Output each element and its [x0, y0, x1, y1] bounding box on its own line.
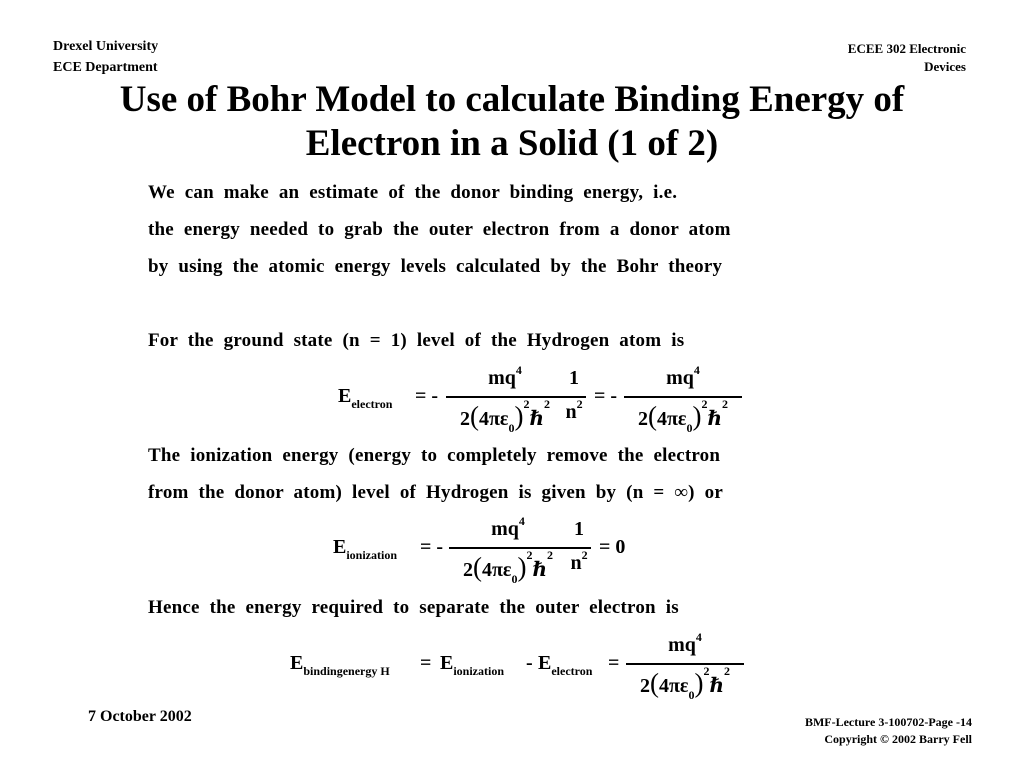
- ionization-line1: The ionization energy (energy to completely remove the electron: [148, 445, 721, 466]
- eq3-equals2: =: [608, 652, 620, 674]
- intro-line3: by using the atomic energy levels calculated by the Bohr theory: [148, 256, 723, 277]
- eq3-lhs: $E_{bindingenergy H}$: [290, 652, 390, 678]
- eq3-minus: -: [526, 652, 533, 674]
- eq2-equals: = -: [420, 536, 444, 558]
- binding-energy-equation: [290, 632, 750, 702]
- eq3-term1: $E_{ionization}$: [440, 652, 505, 678]
- eq3-term2: $E_{electron}$: [538, 652, 593, 678]
- ionization-line2: from the donor atom) level of Hydrogen is given by (n = ∞) or: [148, 482, 723, 503]
- course-name-line2: Devices: [924, 59, 966, 74]
- footer-page-id: BMF-Lecture 3-100702-Page -14: [804, 715, 972, 729]
- binding-energy-text: Hence the energy required to separate the outer electron is: [148, 597, 679, 618]
- eq1-lhs: $E_{electron}$: [338, 385, 393, 411]
- footer-date: 7 October 2002: [88, 708, 192, 725]
- department-name: ECE Department: [53, 60, 158, 75]
- intro-paragraph: [148, 174, 731, 285]
- slide-title-line1: Use of Bohr Model to calculate Binding Energy of: [119, 79, 905, 120]
- footer-copyright: Copyright © 2002 Barry Fell: [824, 732, 972, 746]
- eq3-equals: =: [420, 652, 432, 674]
- ionization-energy-equation: [333, 516, 653, 586]
- course-name-line1: ECEE 302 Electronic: [847, 41, 966, 56]
- eq2-fraction2: 1 $n^2$: [567, 516, 591, 586]
- course-header: [848, 40, 966, 76]
- ground-state-text: For the ground state (n = 1) level of the Hydrogen atom is: [148, 330, 685, 351]
- university-name: Drexel University: [53, 39, 159, 54]
- footer-info: [805, 714, 972, 748]
- eq2-lhs: $E_{ionization}$: [333, 536, 398, 562]
- slide-title-line2: Electron in a Solid (1 of 2): [305, 123, 719, 164]
- eq3-fraction: $mq^4$ $2(4\pi\varepsilon_0)^2\hbar^2$: [626, 632, 744, 702]
- eq1-fraction1: $mq^4$ $2(4\pi\varepsilon_0)^2\hbar^2$: [446, 365, 564, 435]
- electron-energy-equation: [338, 365, 758, 435]
- intro-line2: the energy needed to grab the outer electron from a donor atom: [148, 219, 731, 240]
- institution-header: [53, 36, 158, 78]
- eq1-equals: = -: [415, 385, 439, 407]
- eq1-equals2: = -: [594, 385, 618, 407]
- eq1-fraction3: $mq^4$ $2(4\pi\varepsilon_0)^2\hbar^2$: [624, 365, 742, 435]
- intro-line1: We can make an estimate of the donor binding energy, i.e.: [148, 182, 678, 203]
- ionization-paragraph: [148, 437, 723, 511]
- eq1-fraction2: 1 $n^2$: [562, 365, 586, 435]
- eq2-fraction1: $mq^4$ $2(4\pi\varepsilon_0)^2\hbar^2$: [449, 516, 567, 586]
- eq2-rhs: = 0: [599, 536, 626, 558]
- slide-title: [0, 78, 1024, 166]
